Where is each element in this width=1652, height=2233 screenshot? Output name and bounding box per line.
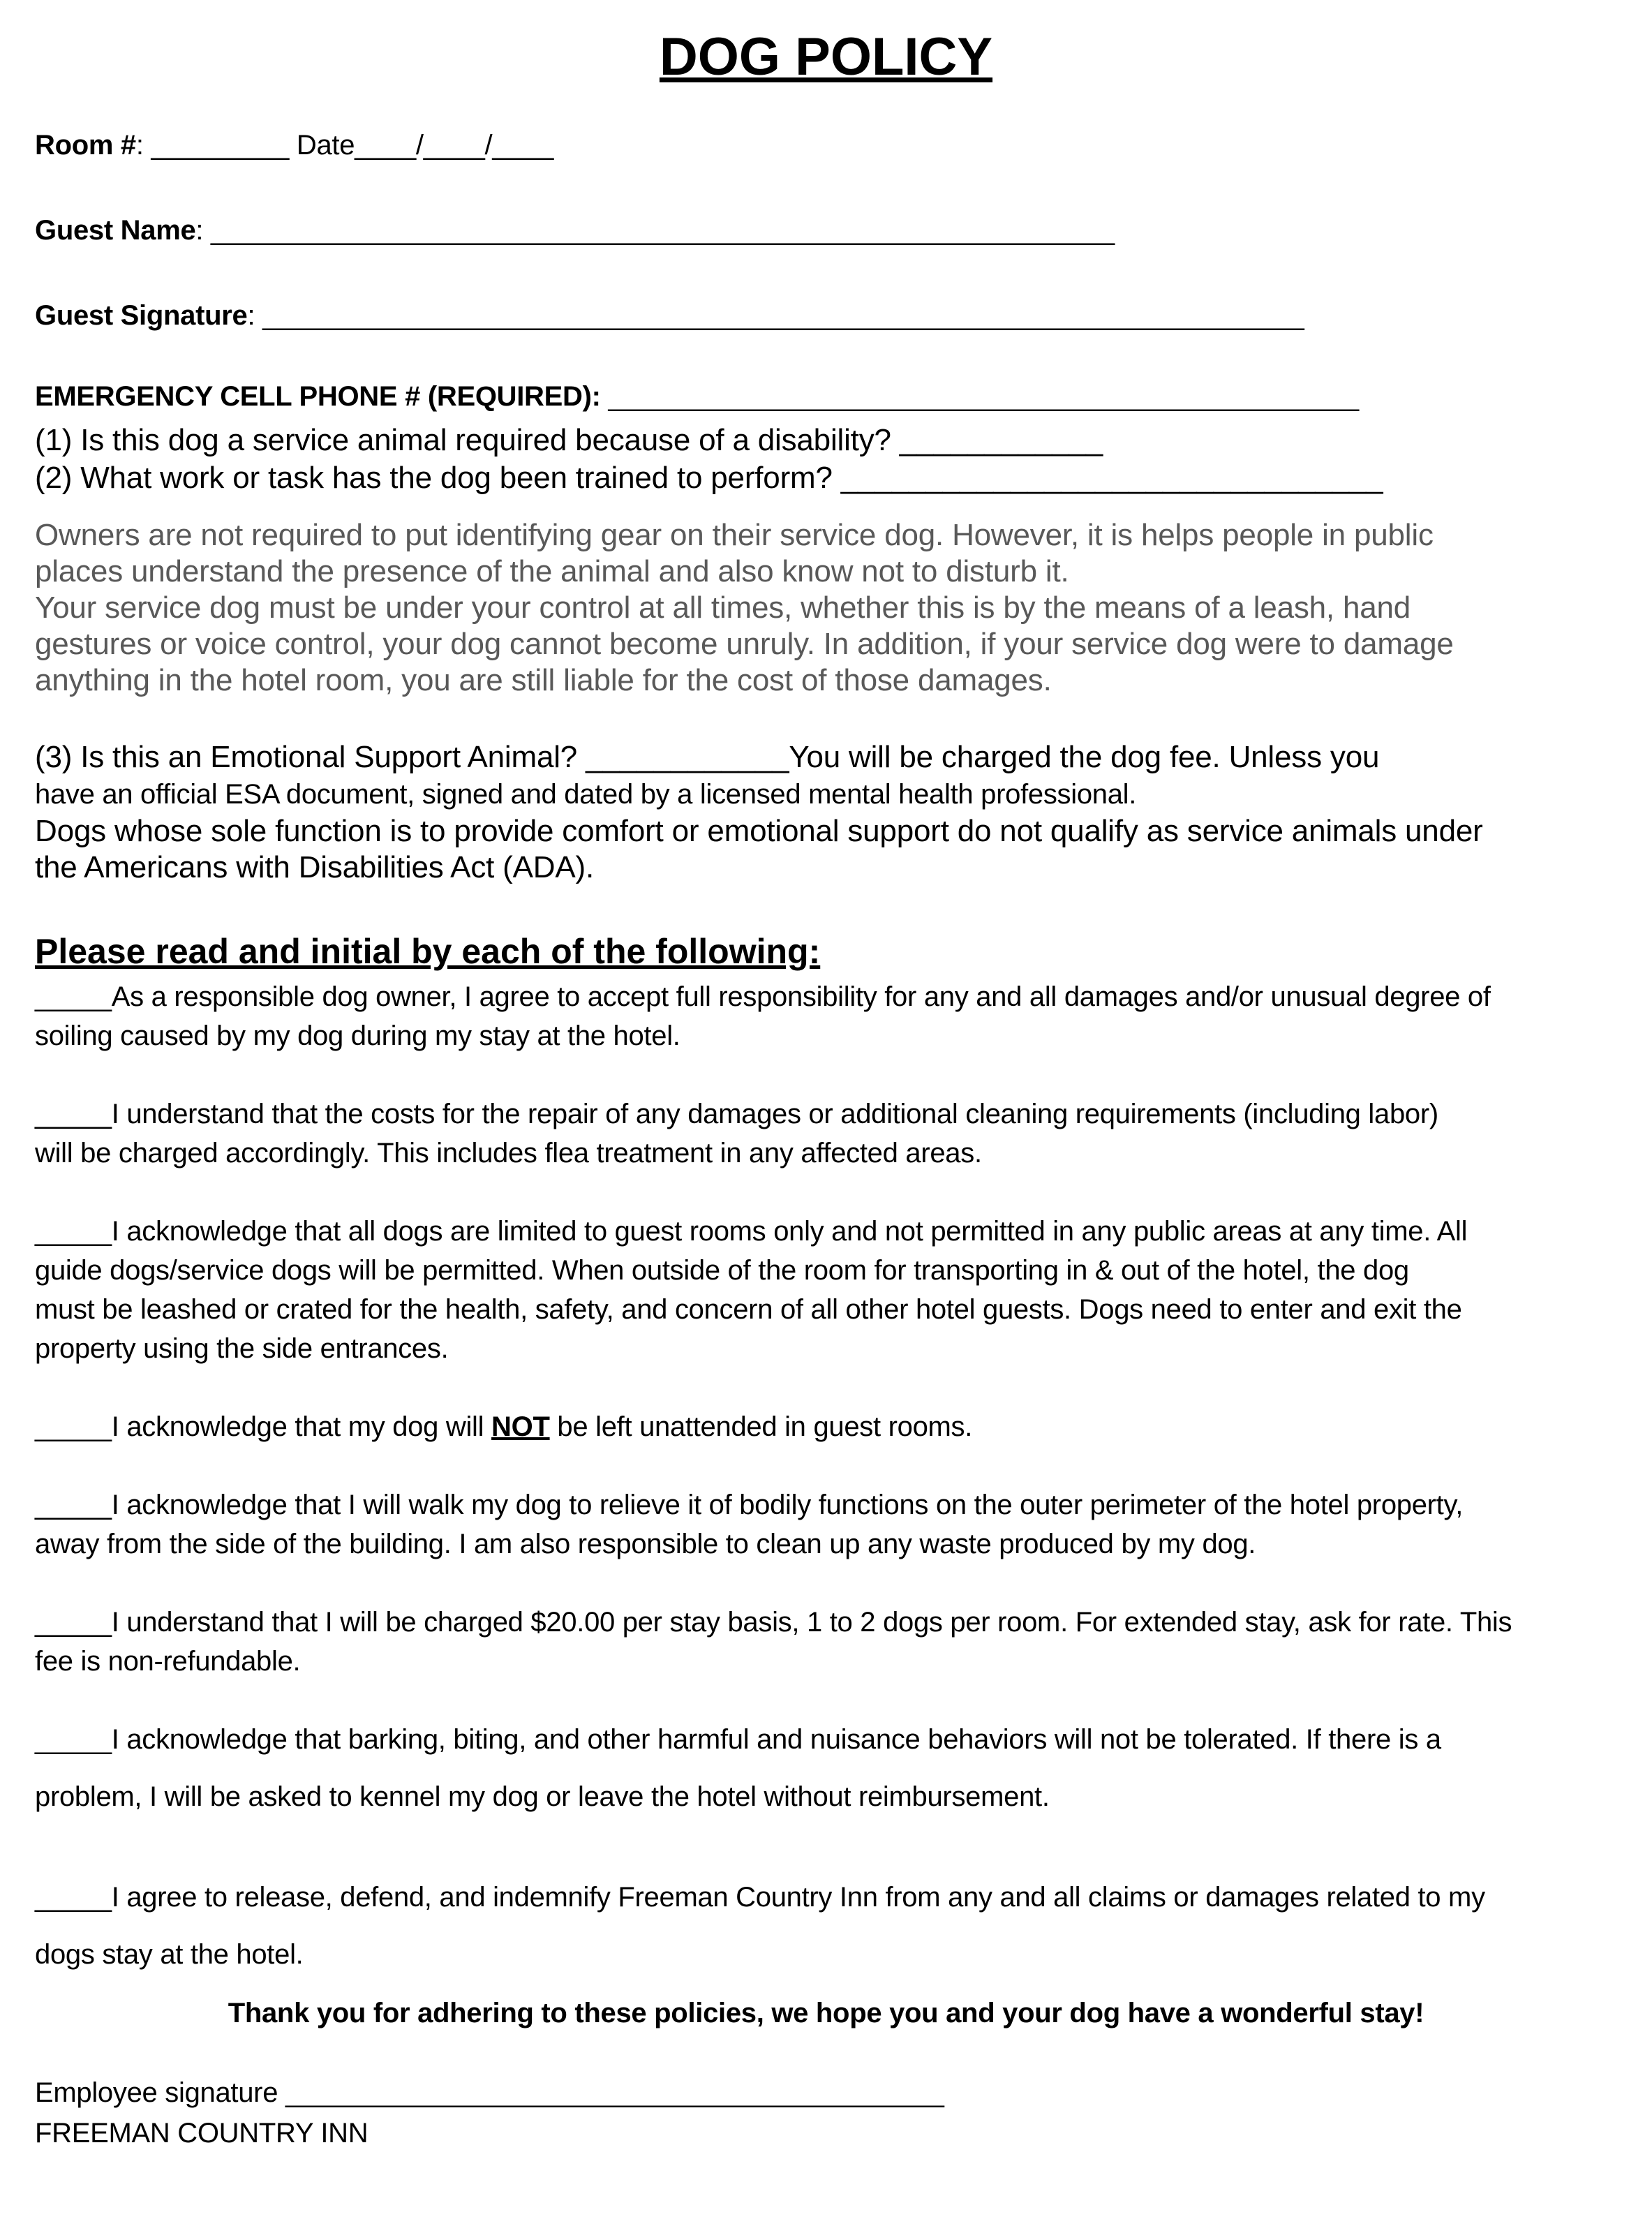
- initial-item-guest-rooms-cont: must be leashed or crated for the health, safety, and concern of all other hotel guests. Dogs need to enter and exit the: [35, 1294, 1462, 1325]
- guest-name-field[interactable]: : ___________________________________________________________: [195, 215, 1115, 246]
- initial-item-guest-rooms: _____I acknowledge that all dogs are limited to guest rooms only and not permitted in any public areas at any time. All: [35, 1216, 1468, 1247]
- esa-document-note: have an official ESA document, signed and dated by a licensed mental health professional.: [35, 779, 1137, 810]
- emergency-phone-field[interactable]: _________________________________________________: [608, 381, 1359, 412]
- initial-item-guest-rooms-cont: guide dogs/service dogs will be permitted. When outside of the room for transporting in & out of the hotel, the dog: [35, 1255, 1409, 1286]
- guest-signature-line: [35, 300, 1304, 332]
- guest-name-label: Guest Name: [35, 215, 196, 246]
- initial-item-fee-cont: fee is non-refundable.: [35, 1646, 301, 1677]
- thank-you-message: Thank you for adhering to these policies, we hope you and your dog have a wonderful stay!: [228, 1998, 1424, 2028]
- service-info-line: Your service dog must be under your control at all times, whether this is by the means of a leash, hand: [35, 591, 1411, 625]
- initial-item-walk-dog: _____I acknowledge that I will walk my dog to relieve it of bodily functions on the outer perimeter of the hotel property,: [35, 1490, 1464, 1520]
- initial-item-indemnify-cont: dogs stay at the hotel.: [35, 1939, 304, 1970]
- emergency-phone-line: [35, 381, 1359, 413]
- initial-item-guest-rooms-cont: property using the side entrances.: [35, 1333, 449, 1364]
- question-work-task: (2) What work or task has the dog been trained to perform? ________________________________: [35, 461, 1383, 495]
- not-emphasis: NOT: [491, 1411, 550, 1442]
- unattended-text-post: be left unattended in guest rooms.: [549, 1411, 973, 1442]
- initials-heading: Please read and initial by each of the following:: [35, 932, 821, 971]
- service-info-line: anything in the hotel room, you are still liable for the cost of those damages.: [35, 663, 1052, 697]
- guest-signature-label: Guest Signature: [35, 300, 248, 331]
- ada-note: the Americans with Disabilities Act (ADA).: [35, 850, 594, 884]
- date-field[interactable]: Date____/____/____: [296, 130, 554, 161]
- initial-item-walk-dog-cont: away from the side of the building. I am also responsible to clean up any waste produced by my dog.: [35, 1529, 1256, 1559]
- emergency-phone-label: EMERGENCY CELL PHONE # (REQUIRED):: [35, 381, 609, 412]
- initial-item-fee: _____I understand that I will be charged $20.00 per stay basis, 1 to 2 dogs per room. For extended stay, ask for rate. This: [35, 1607, 1512, 1638]
- room-field[interactable]: : _________: [135, 130, 297, 161]
- initial-item-behavior: _____I acknowledge that barking, biting, and other harmful and nuisance behaviors will not be tolerated. If there is a: [35, 1724, 1441, 1755]
- ada-note: Dogs whose sole function is to provide comfort or emotional support do not qualify as service animals under: [35, 814, 1483, 848]
- initial-item-indemnify: _____I agree to release, defend, and indemnify Freeman Country Inn from any and all claims or damages related to my: [35, 1882, 1485, 1913]
- page-title: DOG POLICY: [659, 27, 993, 87]
- service-info-line: Owners are not required to put identifying gear on their service dog. However, it is helps people in public: [35, 518, 1434, 552]
- initial-item-damages: _____As a responsible dog owner, I agree to accept full responsibility for any and all damages and/or unusual degree of: [35, 981, 1491, 1012]
- room-date-line: [35, 130, 553, 161]
- initial-item-repair-costs: _____I understand that the costs for the repair of any damages or additional cleaning requirements (including labor): [35, 1099, 1438, 1129]
- question-esa: (3) Is this an Emotional Support Animal? ____________You will be charged the dog fee. Unless you: [35, 740, 1380, 774]
- initial-item-unattended: [35, 1411, 972, 1443]
- guest-signature-field[interactable]: : ____________________________________________________________________: [247, 300, 1304, 331]
- employee-signature-field[interactable]: Employee signature ___________________________________________: [35, 2077, 944, 2108]
- footer-hotel-name: FREEMAN COUNTRY INN: [35, 2118, 369, 2149]
- room-label: Room #: [35, 130, 136, 161]
- guest-name-line: [35, 215, 1115, 246]
- initial-item-behavior-cont: problem, I will be asked to kennel my dog or leave the hotel without reimbursement.: [35, 1781, 1050, 1812]
- unattended-text-pre: _____I acknowledge that my dog will: [35, 1411, 492, 1442]
- service-info-line: places understand the presence of the animal and also know not to disturb it.: [35, 554, 1069, 588]
- question-service-animal: (1) Is this dog a service animal required because of a disability? ____________: [35, 423, 1103, 457]
- initial-item-damages-cont: soiling caused by my dog during my stay at the hotel.: [35, 1021, 680, 1051]
- initial-item-repair-costs-cont: will be charged accordingly. This includes flea treatment in any affected areas.: [35, 1138, 982, 1169]
- service-info-line: gestures or voice control, your dog cannot become unruly. In addition, if your service dog were to damage: [35, 627, 1454, 661]
